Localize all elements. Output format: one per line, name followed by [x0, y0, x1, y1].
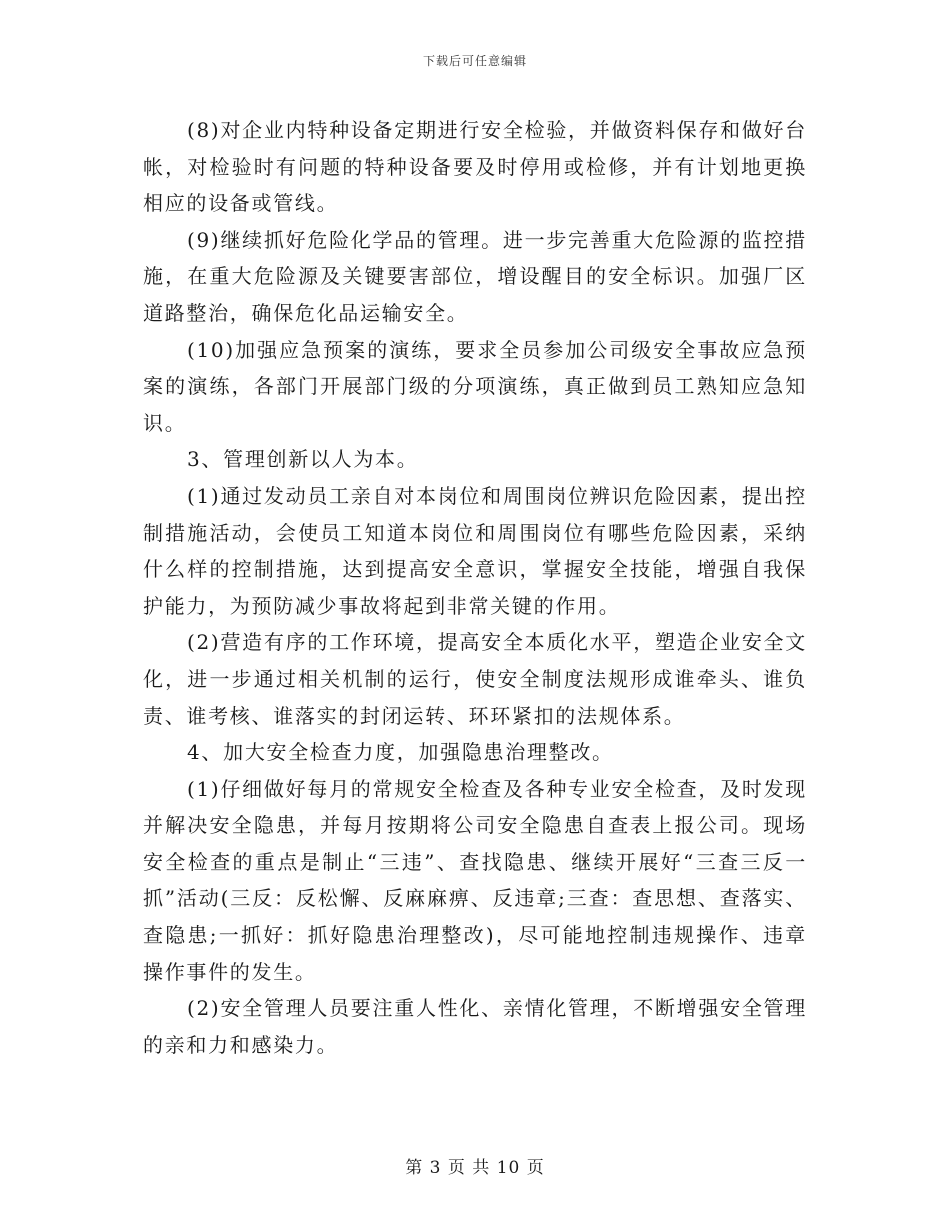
page-header: 下载后可任意编辑 [422, 54, 527, 68]
paragraph-4-1: (1)仔细做好每月的常规安全检查及各种专业安全检查，及时发现并解决安全隐患，并每月按期将公司安全隐患自查表上报公司。现场安全检查的重点是制止“三违”、查找隐患、继续开展好“三查三反一抓”活动(三反：反松懈、反麻麻痹、反违章;三查：查思想、查落实、查隐患;一抓好：抓好隐患治理整改)，尽可能地控制违规操作、违章操作事件的发生。 [143, 776, 807, 984]
paragraph-item-9: (9)继续抓好危险化学品的管理。进一步完善重大危险源的监控措施，在重大危险源及关键要害部位，增设醒目的安全标识。加强厂区道路整治，确保危化品运输安全。 [143, 227, 807, 325]
paragraph-3-2: (2)营造有序的工作环境，提高安全本质化水平，塑造企业安全文化，进一步通过相关机制的运行，使安全制度法规形成谁牵头、谁负责、谁考核、谁落实的封闭运转、环环紧扣的法规体系。 [143, 630, 807, 728]
section-heading-4: 4、加大安全检查力度，加强隐患治理整改。 [187, 740, 614, 765]
section-heading-3: 3、管理创新以人为本。 [187, 447, 419, 472]
page-number-footer: 第 3 页 共 10 页 [405, 1158, 545, 1178]
paragraph-item-10: (10)加强应急预案的演练，要求全员参加公司级安全事故应急预案的演练，各部门开展部门级的分项演练，真正做到员工熟知应急知识。 [143, 337, 807, 435]
document-body [143, 112, 807, 1063]
paragraph-4-2: (2)安全管理人员要注重人性化、亲情化管理，不断增强安全管理的亲和力和感染力。 [143, 996, 807, 1057]
paragraph-3-1: (1)通过发动员工亲自对本岗位和周围岗位辨识危险因素，提出控制措施活动，会使员工知道本岗位和周围岗位有哪些危险因素，采纳什么样的控制措施，达到提高安全意识，掌握安全技能，增强自我保护能力，为预防减少事故将起到非常关键的作用。 [143, 483, 807, 618]
paragraph-item-8: (8)对企业内特种设备定期进行安全检验，并做资料保存和做好台帐，对检验时有问题的特种设备要及时停用或检修，并有计划地更换相应的设备或管线。 [143, 118, 807, 216]
